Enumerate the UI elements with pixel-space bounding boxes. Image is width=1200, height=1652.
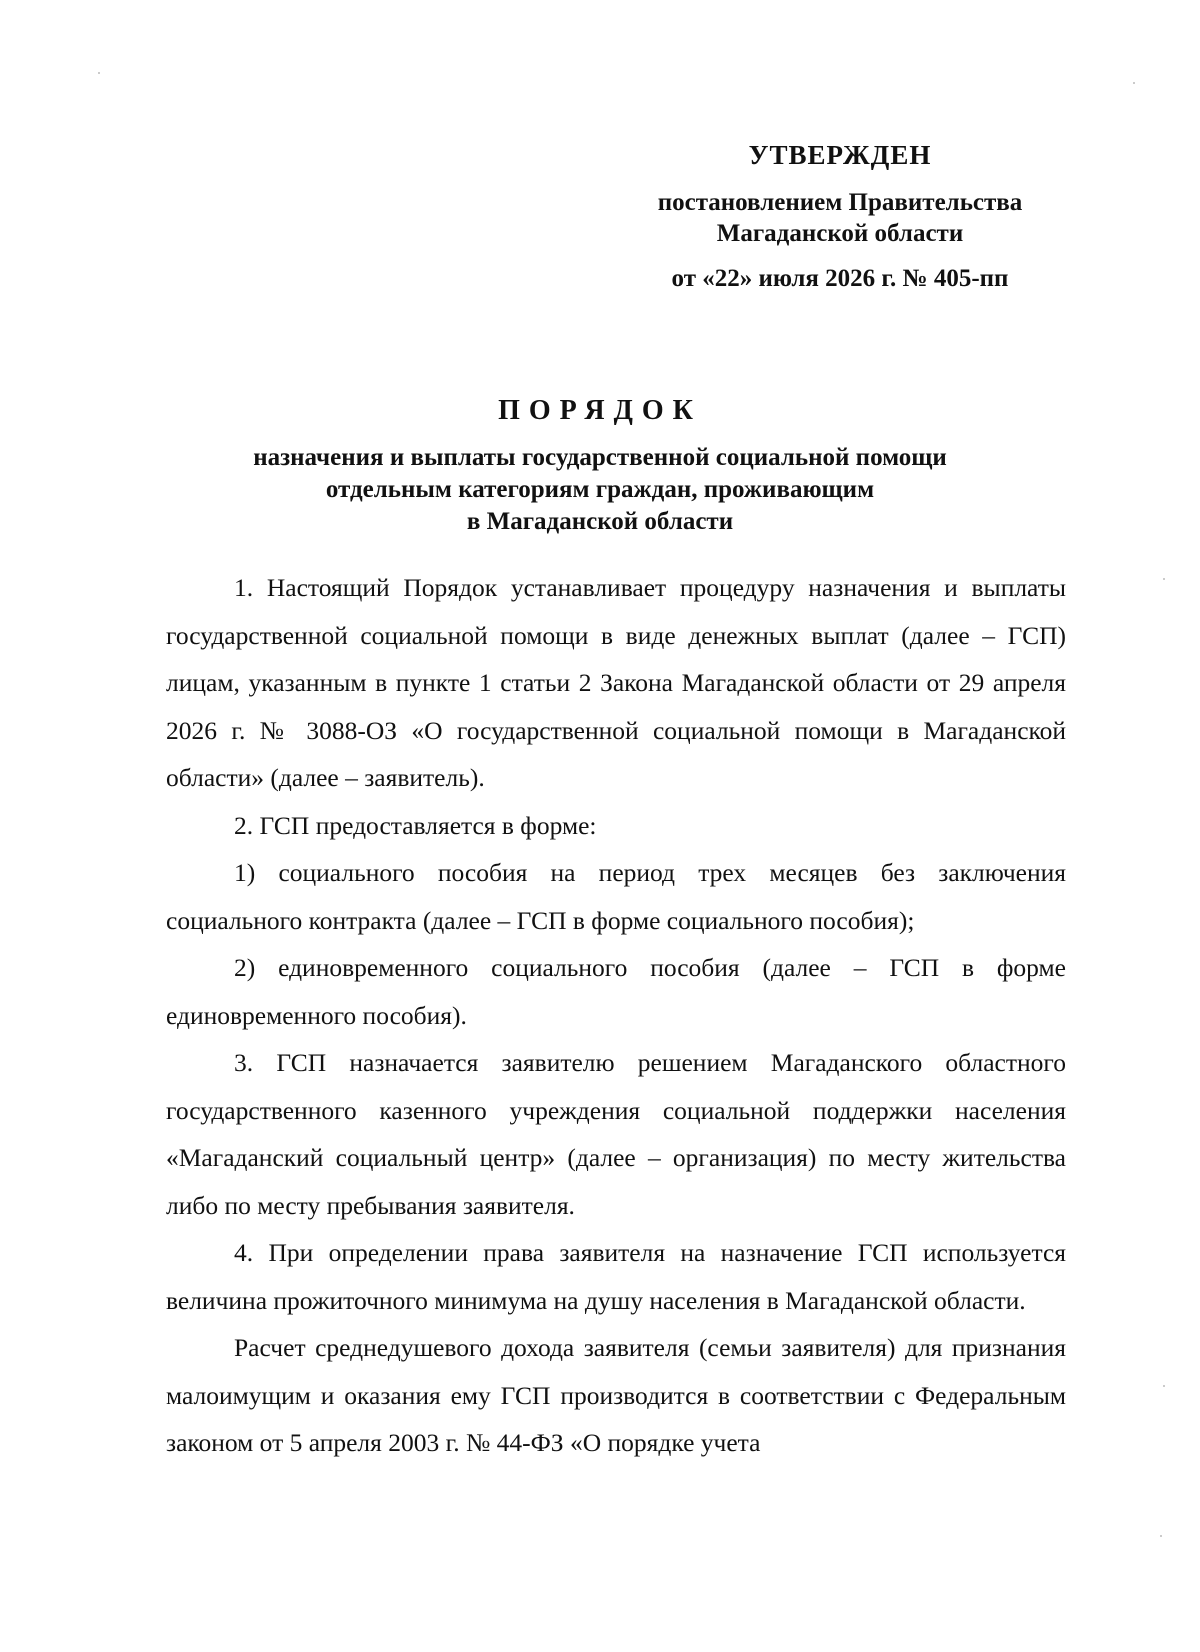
- scan-speck: [1163, 578, 1165, 580]
- approval-date: от «22» июля 2026 г. № 405-пп: [671, 265, 1009, 292]
- paragraph-2-item-2: 2) единовременного социального пособия (далее – ГСП в форме единовременного пособия).: [166, 953, 1066, 1030]
- paragraph-4: 4. При определении права заявителя на назначение ГСП используется величина прожиточного минимума на душу населения в Магаданской области.: [166, 1238, 1066, 1315]
- approval-block: [620, 140, 1060, 293]
- subtitle-line-3: в Магаданской области: [466, 508, 734, 535]
- paragraph-3: 3. ГСП назначается заявителю решением Магаданского областного государственного казенного учреждения социальной поддержки населения «Магаданский социальный центр» (далее – организация) по месту жительства либо по месту пребывания заявителя.: [166, 1048, 1066, 1220]
- document-subtitle: [150, 442, 1050, 538]
- subtitle-line-2: отдельным категориям граждан, проживающим: [325, 476, 875, 503]
- paragraph-4-continued: Расчет среднедушевого дохода заявителя (семьи заявителя) для признания малоимущим и оказания ему ГСП производится в соответствии с Федеральным законом от 5 апреля 2003 г. № 44-ФЗ «О порядке учета: [166, 1333, 1066, 1457]
- approval-line-1: постановлением Правительства: [657, 189, 1023, 216]
- paragraph-1: 1. Настоящий Порядок устанавливает процедуру назначения и выплаты государственной социальной помощи в виде денежных выплат (далее – ГСП) лицам, указанным в пункте 1 статьи 2 Закона Магаданской области от 29 апреля 2026 г. № 3088-ОЗ «О государственной социальной помощи в Магаданской области» (далее – заявитель).: [166, 573, 1066, 792]
- scan-speck: [1163, 1385, 1165, 1387]
- paragraph-2: 2. ГСП предоставляется в форме:: [234, 810, 597, 840]
- scan-speck: [98, 72, 100, 74]
- scan-speck: [1133, 82, 1135, 84]
- paragraph-2-item-1: 1) социального пособия на период трех месяцев без заключения социального контракта (далее – ГСП в форме социального пособия);: [166, 858, 1066, 935]
- scan-speck: [1160, 1535, 1162, 1537]
- approval-title: УТВЕРЖДЕН: [748, 140, 932, 170]
- document-title: ПОРЯДОК: [498, 395, 702, 426]
- document-body: [166, 564, 1066, 1467]
- subtitle-line-1: назначения и выплаты государственной социальной помощи: [253, 444, 947, 471]
- approval-line-2: Магаданской области: [716, 220, 964, 247]
